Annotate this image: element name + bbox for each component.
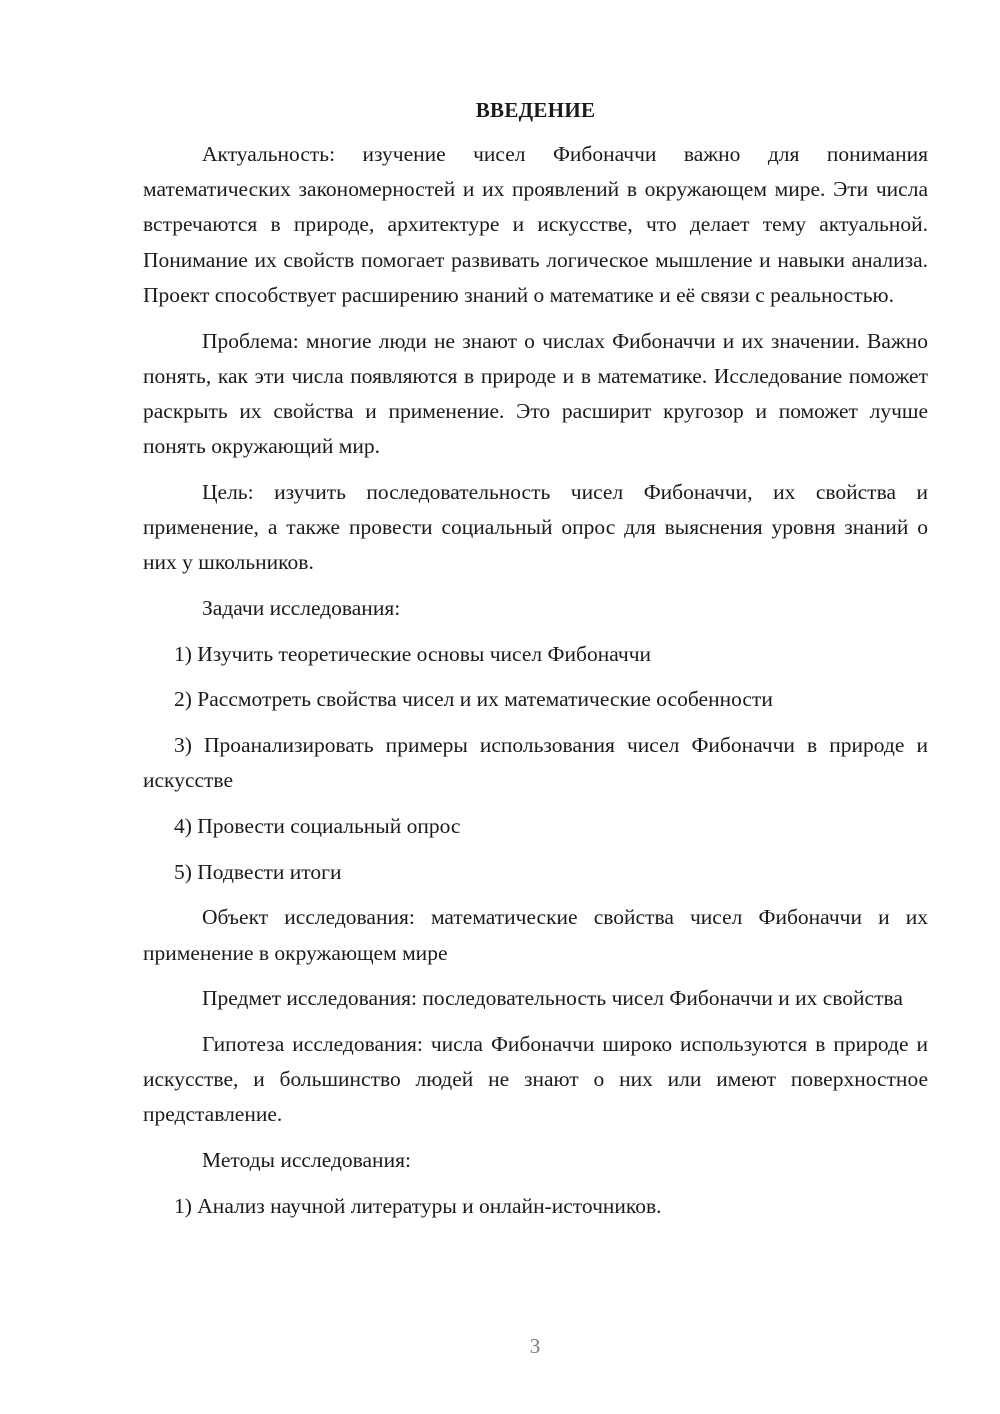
page-number: 3 (529, 1334, 541, 1358)
page-content (143, 94, 928, 1234)
object-paragraph: Объект исследования: математические свойства чисел Фибоначчи и их применение в окружающем мире (143, 905, 928, 965)
hypothesis-paragraph: Гипотеза исследования: числа Фибоначчи широко используются в природе и искусстве, и большинство людей не знают о них или имеют поверхностное представление. (143, 1031, 928, 1127)
goal-paragraph: Цель: изучить последовательность чисел Фибоначчи, их свойства и применение, а также провести социальный опрос для выяснения уровня знаний о них у школьников. (143, 479, 928, 575)
task-item-2: 2) Рассмотреть свойства чисел и их математические особенности (174, 687, 773, 712)
task-item-1: 1) Изучить теоретические основы чисел Фибоначчи (174, 641, 652, 666)
subject-paragraph: Предмет исследования: последовательность чисел Фибоначчи и их свойства (202, 986, 903, 1011)
task-item-5: 5) Подвести итоги (174, 859, 342, 884)
methods-heading: Методы исследования: (202, 1148, 411, 1173)
problem-paragraph: Проблема: многие люди не знают о числах Фибоначчи и их значении. Важно понять, как эти числа появляются в природе и в математике. Исследование поможет раскрыть их свойства и применение. Это расширит кругозор и поможет лучше понять окружающий мир. (143, 328, 928, 459)
task-item-4: 4) Провести социальный опрос (174, 813, 461, 838)
task-item-3: 3) Проанализировать примеры использования чисел Фибоначчи в природе и искусстве (143, 733, 928, 793)
relevance-paragraph: Актуальность: изучение чисел Фибоначчи важно для понимания математических закономерностей и их проявлений в окружающем мире. Эти числа встречаются в природе, архитектуре и искусстве, что делает тему актуальной. Понимание их свойств помогает развивать логическое мышление и навыки анализа. Проект способствует расширению знаний о математике и её связи с реальностью. (143, 142, 928, 307)
method-item-1: 1) Анализ научной литературы и онлайн-источников. (174, 1193, 662, 1218)
tasks-heading: Задачи исследования: (202, 595, 401, 620)
section-title: ВВЕДЕНИЕ (475, 98, 596, 122)
